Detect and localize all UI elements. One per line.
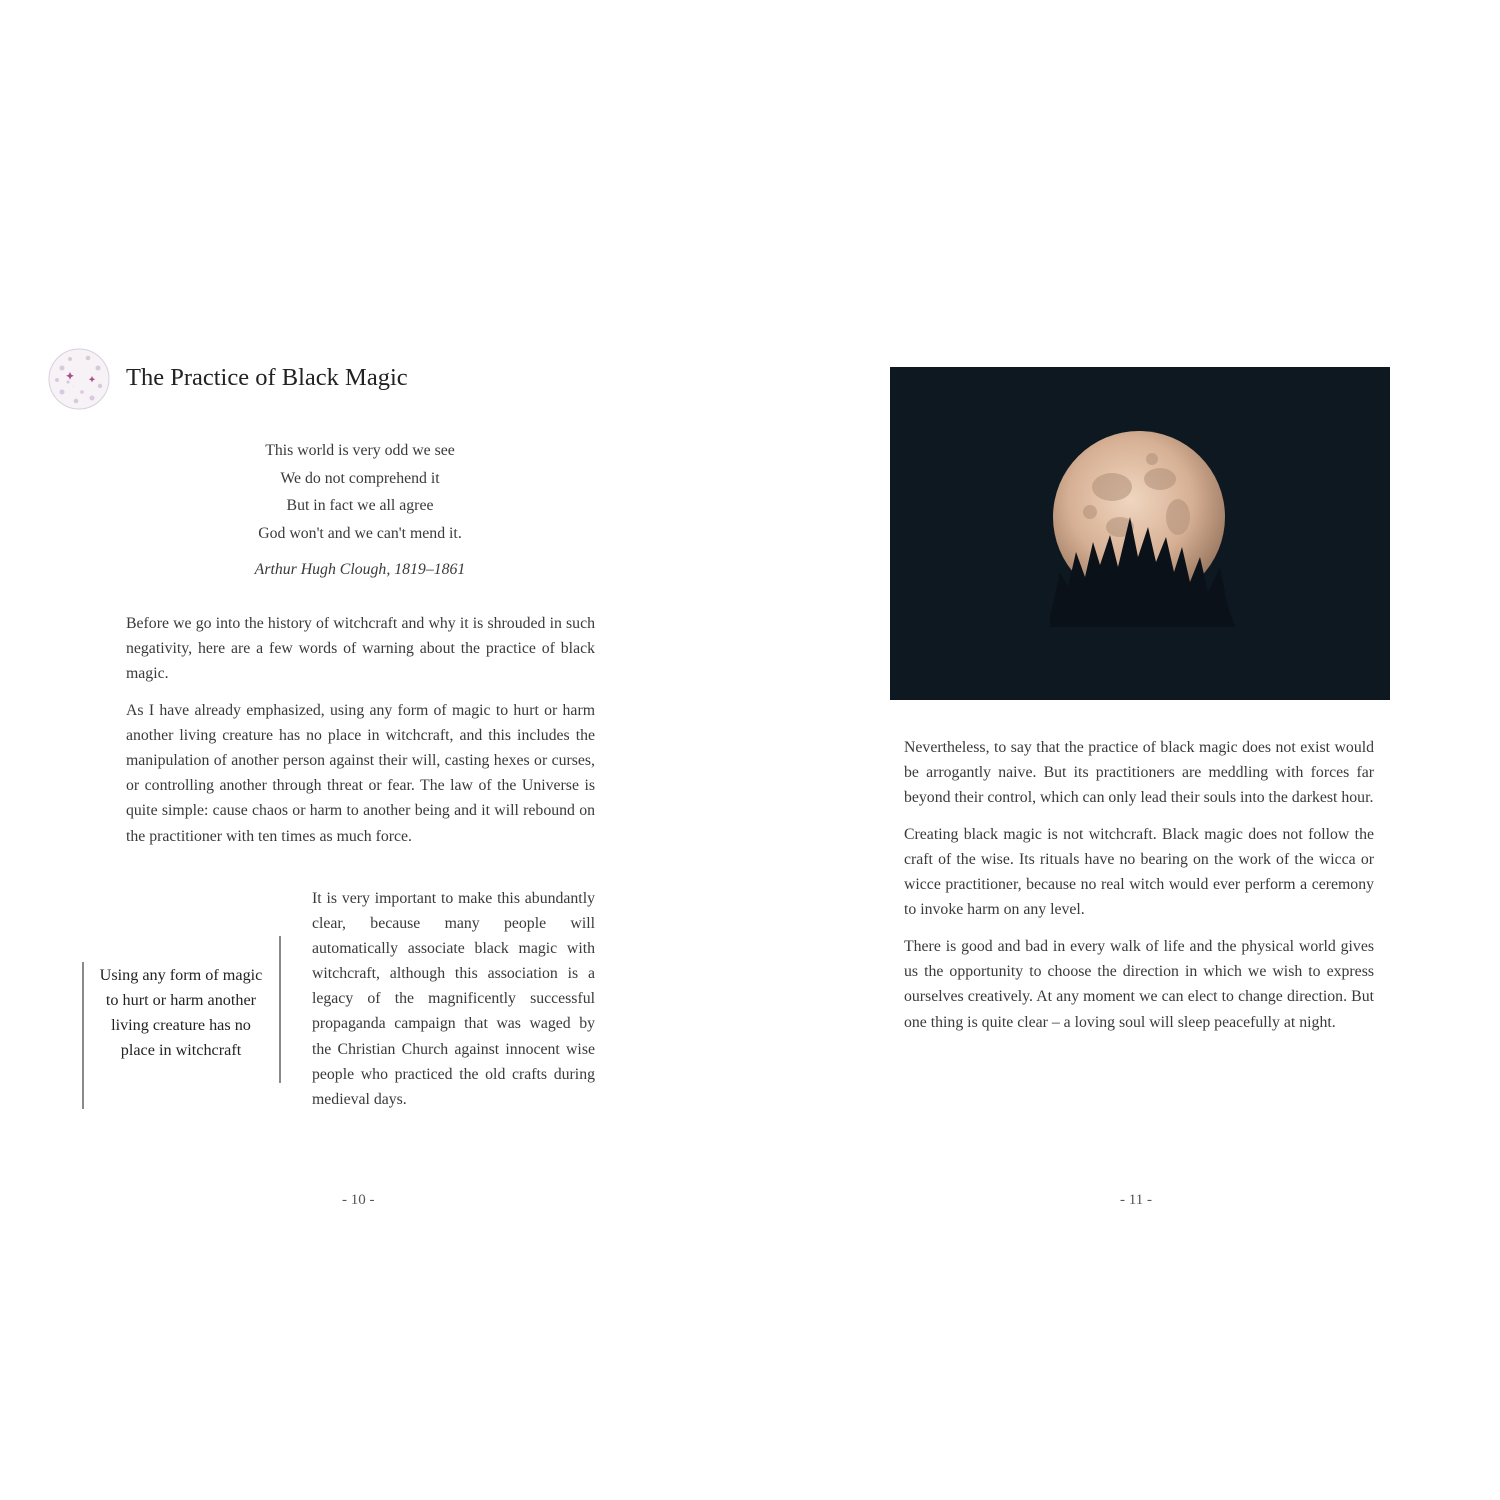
body-paragraph: Before we go into the history of witchcraft and why it is shrouded in such negativity, here are a few words of warning about the practice of black magic. (126, 615, 595, 683)
column-paragraph (312, 886, 595, 1124)
left-body-text (126, 611, 595, 860)
pull-quote-rule-left (82, 962, 84, 1109)
body-paragraph: As I have already emphasized, using any form of magic to hurt or harm another living creature has no place in witchcraft, and this includes the manipulation of another person against their will, casting hexes or curses, or controlling another through threat or fear. The law of the Universe is quite simple: cause chaos or harm to another being and it will rebound on the practitioner with ten times as much force. (126, 702, 595, 845)
crescent-moon-icon (886, 388, 932, 436)
body-paragraph: Creating black magic is not witchcraft. Black magic does not follow the craft of the wise. Its rituals have no bearing on the work of the wicca or wicce practitioner, because no real witch would ever perform a ceremony to invoke harm on any level. (904, 826, 1374, 919)
poem-line: But in fact we all agree (286, 497, 434, 515)
pull-quote: Using any form of magic to hurt or harm another living creature has no place in witchcraft (99, 966, 263, 1060)
pull-quote-rule-right (279, 936, 281, 1083)
page-number: - 11 - (1120, 1192, 1152, 1208)
poem-attribution: Arthur Hugh Clough, 1819–1861 (254, 561, 466, 579)
crescent-moon-icon (866, 346, 914, 392)
poem-line: We do not comprehend it (280, 469, 440, 487)
epigraph-poem (126, 437, 594, 583)
crescent-moon-icon (256, 1096, 300, 1140)
moon-emblem-icon (48, 348, 110, 410)
page-title: The Practice of Black Magic (126, 364, 408, 391)
poem-line: This world is very odd we see (265, 442, 455, 459)
body-paragraph: There is good and bad in every walk of life and the physical world gives us the opportunity to choose the direction in which we wish to express ourselves creatively. At any moment we can elect to change direction. But one thing is quite clear – a loving soul will sleep peacefully at night. (904, 938, 1374, 1031)
page-number: - 10 - (342, 1192, 375, 1208)
body-paragraph: Nevertheless, to say that the practice of black magic does not exist would be arrogantly naive. But its practitioners are meddling with forces far beyond their control, which can only lead their souls into the darkest hour. (904, 739, 1374, 807)
right-body-text (904, 735, 1374, 1046)
crescent-moon-icon (64, 906, 106, 948)
full-moon-photo (890, 367, 1390, 700)
body-paragraph: It is very important to make this abundantly clear, because many people will automatically associate black magic with witchcraft, although this association is a legacy of the magnificently successful propaganda campaign that was waged by the Christian Church against innocent wise people who practiced the old crafts during medieval days. (312, 890, 595, 1108)
poem-line: God won't and we can't mend it. (258, 524, 462, 542)
